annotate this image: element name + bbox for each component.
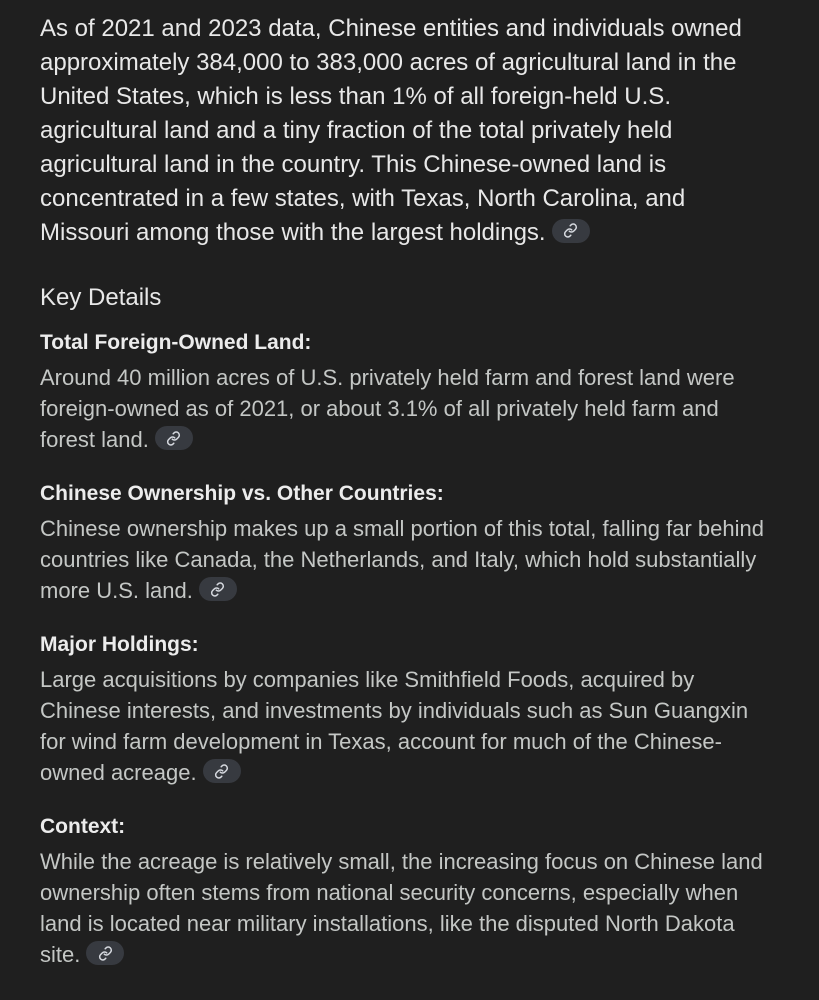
source-link-chip[interactable]: [199, 577, 237, 601]
detail-title: Chinese Ownership vs. Other Countries:: [40, 482, 444, 505]
link-icon: [98, 946, 113, 961]
detail-title: Total Foreign-Owned Land:: [40, 331, 312, 354]
link-icon: [210, 582, 225, 597]
detail-body: [40, 513, 779, 606]
detail-body-text: Chinese ownership makes up a small portion of this total, falling far behind countries like Canada, the Netherlands, and Italy, which hold substantially more U.S. land.: [40, 516, 764, 603]
detail-item-chinese-vs-others: [40, 479, 779, 606]
source-link-chip[interactable]: [203, 759, 241, 783]
link-icon: [166, 431, 181, 446]
detail-item-major-holdings: [40, 630, 779, 788]
source-link-chip[interactable]: [552, 219, 590, 243]
source-link-chip[interactable]: [86, 941, 124, 965]
link-icon: [563, 223, 578, 238]
intro-text: As of 2021 and 2023 data, Chinese entities and individuals owned approximately 384,000 to 383,000 acres of agricultural land in the United States, which is less than 1% of all foreign-held U.S. agricultural land and a tiny fraction of the total privately held agricultural land in the country. This Chinese-owned land is concentrated in a few states, with Texas, North Carolina, and Missouri among those with the largest holdings.: [40, 15, 742, 246]
detail-body-text: While the acreage is relatively small, the increasing focus on Chinese land ownership often stems from national security concerns, especially when land is located near military installations, like the disputed North Dakota site.: [40, 849, 763, 967]
detail-title: Major Holdings:: [40, 633, 199, 656]
key-details-heading: Key Details: [40, 284, 162, 311]
detail-item-total-foreign: [40, 328, 779, 455]
detail-body-text: Large acquisitions by companies like Smithfield Foods, acquired by Chinese interests, and investments by individuals such as Sun Guangxin for wind farm development in Texas, account for much of the Chinese-owned acreage.: [40, 667, 749, 785]
link-icon: [214, 764, 229, 779]
detail-title: Context:: [40, 815, 126, 838]
detail-body: [40, 362, 779, 455]
source-link-chip[interactable]: [155, 426, 193, 450]
detail-item-context: [40, 812, 779, 970]
intro-paragraph: [40, 12, 779, 250]
detail-body: [40, 846, 779, 970]
detail-body: [40, 664, 779, 788]
detail-body-text: Around 40 million acres of U.S. privately held farm and forest land were foreign-owned as of 2021, or about 3.1% of all privately held farm and forest land.: [40, 365, 735, 452]
